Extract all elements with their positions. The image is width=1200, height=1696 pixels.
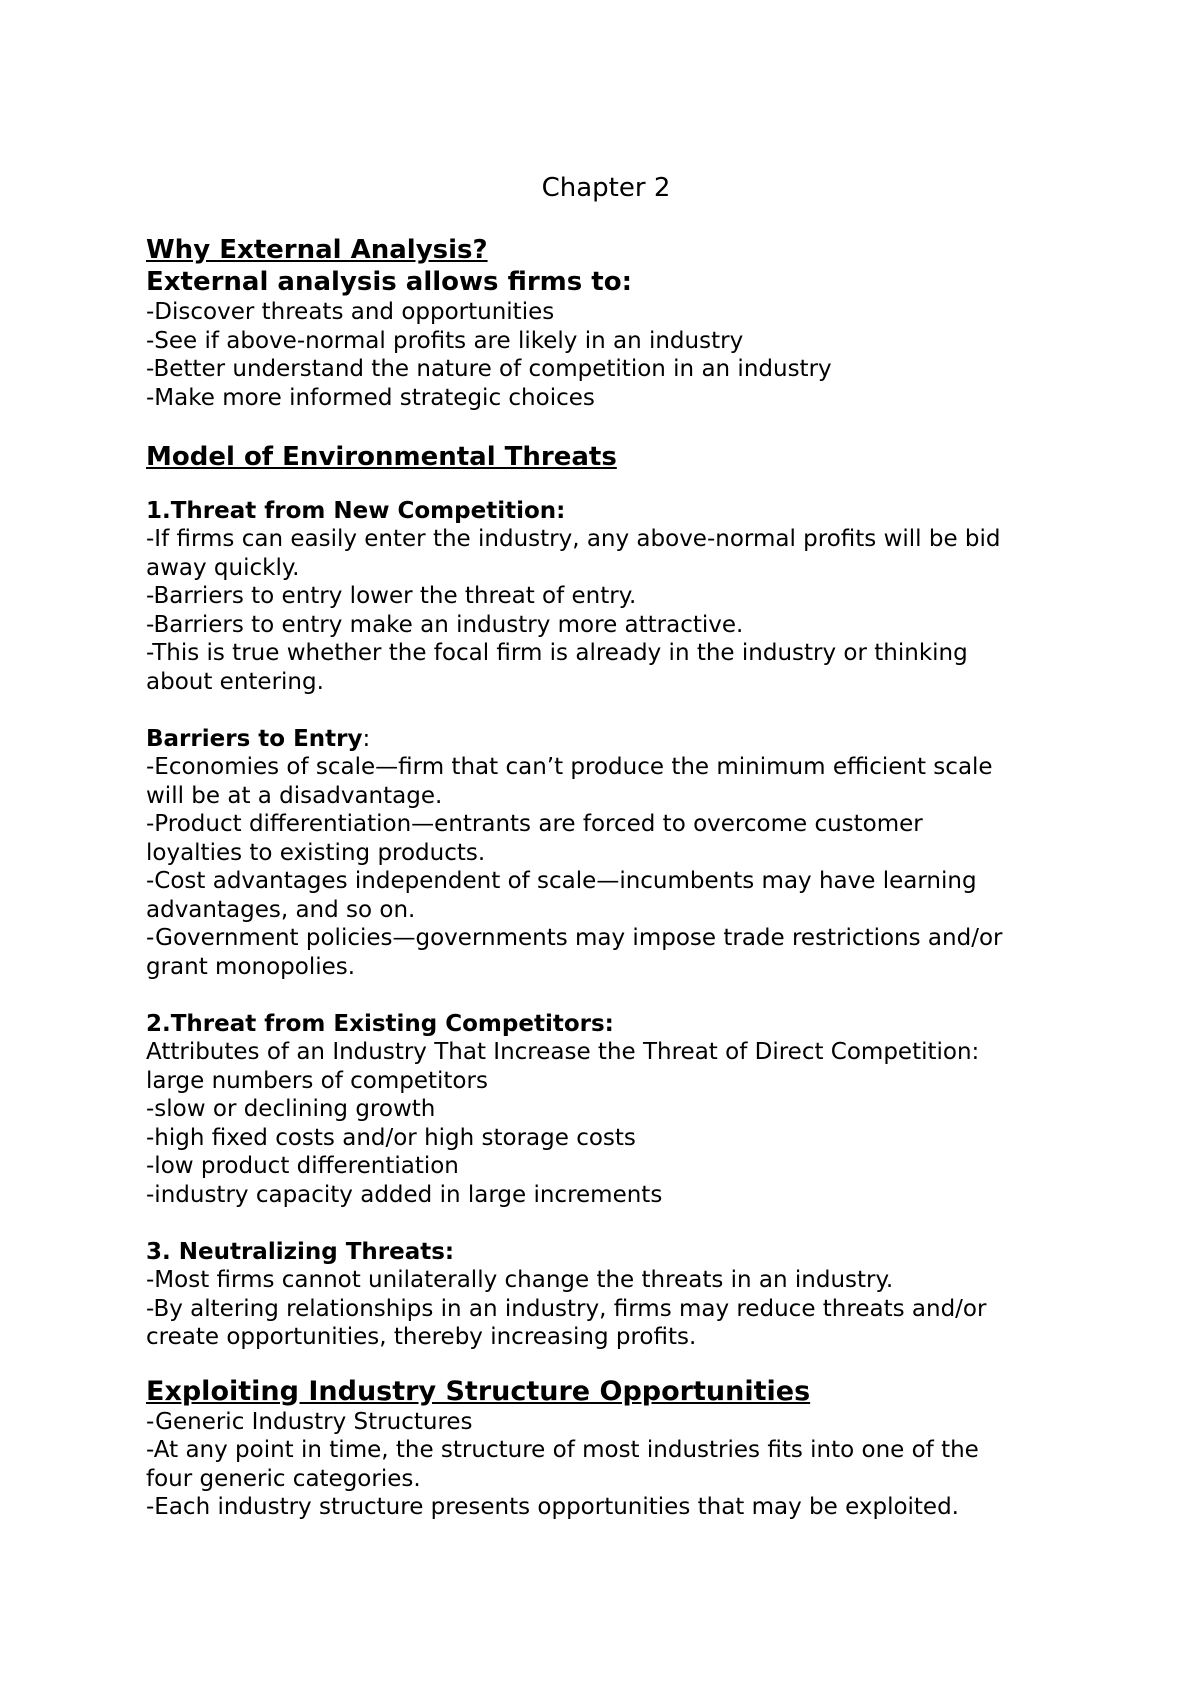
neutralizing-heading: 3. Neutralizing Threats: <box>146 1238 455 1265</box>
why-section <box>146 234 1066 412</box>
spacer <box>146 696 1066 725</box>
new-competition-line: -Barriers to entry lower the threat of entry. <box>146 583 637 609</box>
chapter-title: Chapter 2 <box>541 173 671 203</box>
document-page <box>146 172 1066 1522</box>
why-item: -Discover threats and opportunities <box>146 299 555 325</box>
existing-competitors-line: Attributes of an Industry That Increase the Threat of Direct Competition: <box>146 1039 980 1065</box>
existing-competitors-line: -industry capacity added in large increments <box>146 1181 663 1208</box>
existing-competitors-line: -low product differentiation <box>146 1153 459 1179</box>
model-heading: Model of Environmental Threats <box>146 441 617 472</box>
barriers-line: -Cost advantages independent of scale—incumbents may have learning <box>146 868 977 894</box>
barriers-line: grant monopolies. <box>146 953 356 980</box>
barriers-heading-colon: : <box>362 725 371 752</box>
why-subheading: External analysis allows firms to: <box>146 267 632 297</box>
new-competition-line: -This is true whether the focal firm is already in the industry or thinking <box>146 640 968 666</box>
spacer <box>146 1209 1066 1238</box>
barriers-line: -Product differentiation—entrants are forced to overcome customer <box>146 811 923 837</box>
neutralizing-line: -By altering relationships in an industry, firms may reduce threats and/or <box>146 1295 987 1322</box>
barriers-line: loyalties to existing products. <box>146 839 486 866</box>
existing-competitors-line: large numbers of competitors <box>146 1067 488 1094</box>
new-competition-line: away quickly. <box>146 554 300 581</box>
spacer <box>146 412 1066 441</box>
exploiting-section <box>146 1376 1066 1522</box>
why-heading: Why External Analysis? <box>146 235 488 265</box>
barriers-heading-bold: Barriers to Entry <box>146 725 363 752</box>
new-competition-line: about entering. <box>146 668 324 695</box>
new-competition-line: -If firms can easily enter the industry, any above-normal profits will be bid <box>146 526 1001 552</box>
exploiting-heading: Exploiting Industry Structure Opportunities <box>146 1375 811 1407</box>
barriers-heading <box>146 725 1066 754</box>
exploiting-line: four generic categories. <box>146 1465 421 1492</box>
new-competition-line: -Barriers to entry make an industry more attractive. <box>146 611 744 638</box>
model-section <box>146 441 1066 1352</box>
existing-competitors-line: -high fixed costs and/or high storage costs <box>146 1124 636 1151</box>
why-item: -Better understand the nature of competition in an industry <box>146 356 832 382</box>
neutralizing-line: -Most firms cannot unilaterally change the threats in an industry. <box>146 1267 894 1293</box>
barriers-line: advantages, and so on. <box>146 896 416 923</box>
existing-competitors-line: -slow or declining growth <box>146 1096 436 1122</box>
spacer <box>146 981 1066 1010</box>
spacer <box>146 1352 1066 1376</box>
exploiting-line: -At any point in time, the structure of most industries fits into one of the <box>146 1437 979 1463</box>
barriers-line: -Government policies—governments may impose trade restrictions and/or <box>146 925 1003 951</box>
exploiting-line: -Each industry structure presents opportunities that may be exploited. <box>146 1494 959 1520</box>
barriers-line: -Economies of scale—firm that can’t produce the minimum efficient scale <box>146 754 993 780</box>
existing-competitors-heading: 2.Threat from Existing Competitors: <box>146 1010 614 1037</box>
why-item: -Make more informed strategic choices <box>146 384 595 411</box>
exploiting-line: -Generic Industry Structures <box>146 1408 473 1435</box>
why-item: -See if above-normal profits are likely in an industry <box>146 327 744 354</box>
barriers-line: will be at a disadvantage. <box>146 782 443 809</box>
spacer <box>146 473 1066 497</box>
new-competition-heading: 1.Threat from New Competition: <box>146 497 566 524</box>
neutralizing-line: create opportunities, thereby increasing profits. <box>146 1324 697 1350</box>
